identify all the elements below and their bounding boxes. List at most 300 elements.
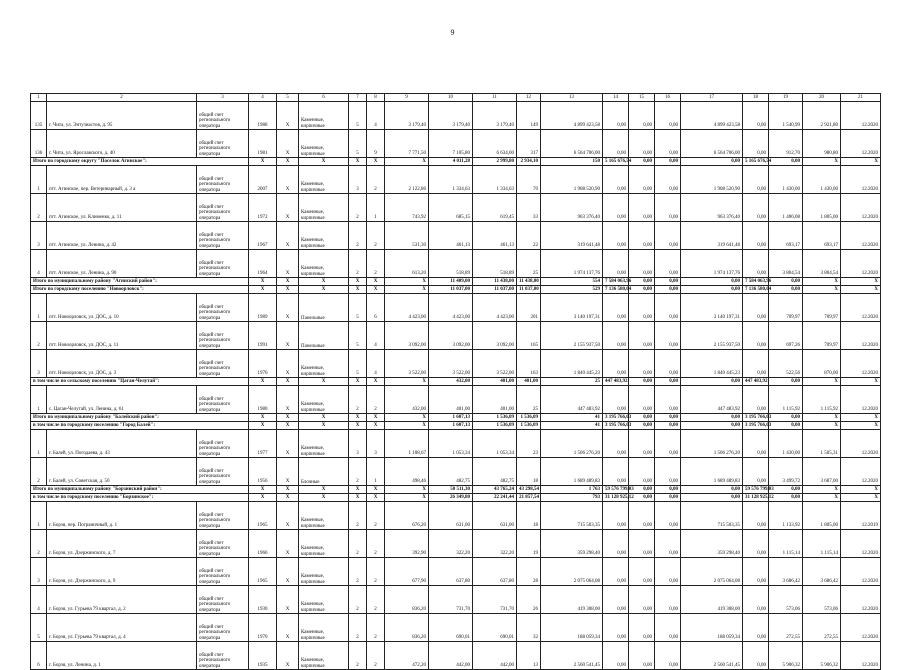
subtotal-cell: 401,00 [517,378,541,386]
table-cell: 3 522,00 [385,350,429,378]
table-row [31,386,881,414]
subtotal-cell: 432,00 [429,378,473,386]
column-number-cell: 3 [197,94,249,102]
subtotal-cell: 0,00 [629,378,655,386]
subtotal-cell: 11 037,00 [517,286,541,294]
column-number-cell: 17 [681,94,743,102]
subtotal-cell: X [277,422,299,430]
table-cell: 2 [349,250,367,278]
table-cell: общий счет регионального оператора [197,222,249,250]
table-cell: 23 [517,430,541,458]
table-row [31,586,881,614]
table-row [31,166,881,194]
subtotal-cell: 447 483,92 [743,378,769,386]
subtotal-cell: 0,00 [629,158,655,166]
table-cell: общий счет регионального оператора [197,502,249,530]
table-cell: 3 686,42 [769,558,803,586]
table-cell: Каменные, кирпичные [299,102,349,130]
column-number-cell: 14 [603,94,629,102]
table-row [31,130,881,158]
table-cell: 2 [349,530,367,558]
table-row [31,530,881,558]
subtotal-cell: X [299,414,349,422]
table-cell: 0,00 [629,294,655,322]
table-cell: 461,13 [473,222,517,250]
table-cell: 1 115,92 [803,386,841,414]
subtotal-cell: 31 128 925,12 [603,494,629,502]
table-cell: 1965 [249,502,277,530]
subtotal-cell: 0,00 [629,494,655,502]
table-cell: 0,00 [655,386,681,414]
table-cell: 0,00 [603,430,629,458]
table-cell: 0,00 [743,322,769,350]
table-cell: 1 108,67 [385,430,429,458]
table-cell: 0,00 [629,558,655,586]
table-cell: 3 804,54 [803,250,841,278]
table-cell: 319 641,48 [681,222,743,250]
subtotal-cell: X [249,486,277,494]
table-cell: 3 687,00 [803,458,841,486]
table-cell: 0,00 [655,102,681,130]
table-cell: 12.2020 [841,166,881,194]
table-cell: 2 [31,322,47,350]
table-cell: 2 [349,222,367,250]
table-cell: общий счет регионального оператора [197,586,249,614]
subtotal-cell: X [277,494,299,502]
table-cell: 0,00 [743,558,769,586]
table-cell: Каменные, кирпичные [299,586,349,614]
table-cell: 18 [517,502,541,530]
subtotal-cell: 7 136 580,04 [603,286,629,294]
table-cell: 1 [31,386,47,414]
subtotal-cell: 0,00 [655,486,681,494]
subtotal-cell: 0,00 [769,422,803,430]
table-row [31,294,881,322]
table-cell: 715 503,35 [541,502,603,530]
table-cell: с. Цаган-Челутай, ул. Ленина, д. 61 [47,386,197,414]
subtotal-cell: 11 438,00 [517,278,541,286]
table-cell: 1935 [249,642,277,670]
subtotal-cell: X [385,494,429,502]
table-cell: 2 921,80 [803,102,841,130]
table-cell: 1 133,92 [769,502,803,530]
table-cell: 419 308,00 [681,586,743,614]
table-cell: 12.2020 [841,614,881,642]
table-cell: 4 423,00 [385,294,429,322]
table-cell: 165 [517,322,541,350]
table-cell: 1964 [249,250,277,278]
subtotal-cell: 11 438,00 [473,278,517,286]
table-cell: 2 [367,502,385,530]
table-cell: 518,89 [473,250,517,278]
table-cell: 0,00 [603,614,629,642]
subtotal-cell: 447 483,92 [603,378,629,386]
table-cell: X [277,130,299,158]
table-cell: 1 115,14 [769,530,803,558]
subtotal-row [31,422,881,430]
table-cell: 0,00 [629,458,655,486]
subtotal-cell: 4 011,28 [429,158,473,166]
table-cell: 2 075 064,08 [541,558,603,586]
table-cell: 693,17 [803,222,841,250]
table-cell: 12.2020 [841,250,881,278]
table-cell: X [277,386,299,414]
table-cell: 0,00 [743,458,769,486]
table-cell: 1 840 445,23 [681,350,743,378]
table-cell: г. Борзя, ул. Дзержинского, д. 9 [47,558,197,586]
table-cell: общий счет регионального оператора [197,458,249,486]
subtotal-cell: 0,00 [629,286,655,294]
table-cell: 12.2020 [841,102,881,130]
table-cell: 2 [31,530,47,558]
table-cell: 2 [367,586,385,614]
subtotal-cell: 5 165 676,54 [743,158,769,166]
table-cell: 1 [367,194,385,222]
subtotal-cell: X [249,278,277,286]
table-cell: 25 [517,250,541,278]
table-cell: 690,01 [473,614,517,642]
table-cell: 3 [367,430,385,458]
table-cell: 18 [517,458,541,486]
register-table [30,93,881,670]
table-cell: X [277,458,299,486]
table-cell: X [277,166,299,194]
subtotal-cell: 2 999,80 [473,158,517,166]
table-cell: 0,00 [629,166,655,194]
table-cell: общий счет регионального оператора [197,130,249,158]
subtotal-cell: 1 536,09 [517,422,541,430]
subtotal-row [31,286,881,294]
subtotal-cell: 1 607,13 [429,422,473,430]
table-cell: Каменные, кирпичные [299,502,349,530]
table-cell: 0,00 [629,386,655,414]
table-cell: общий счет регионального оператора [197,642,249,670]
subtotal-cell: 529 [541,286,603,294]
table-cell: 709,97 [769,294,803,322]
table-cell: 472,20 [385,642,429,670]
subtotal-cell: X [277,486,299,494]
table-row [31,502,881,530]
subtotal-cell: 59 576 799,03 [743,486,769,494]
table-cell: 3 092,00 [429,322,473,350]
subtotal-cell: X [249,286,277,294]
table-cell: 685,15 [429,194,473,222]
table-cell: 0,00 [603,194,629,222]
table-cell: пгт. Новоорловск, ул. ДОС, д. 10 [47,294,197,322]
table-cell: Каменные, кирпичные [299,350,349,378]
subtotal-cell: X [367,286,385,294]
subtotal-label: Итого по муниципальному району "Агинский район": [31,278,249,286]
table-cell: 482,75 [473,458,517,486]
table-cell: 2 [31,458,47,486]
subtotal-cell: X [349,494,367,502]
subtotal-cell: 31 128 925,12 [743,494,769,502]
table-cell: 135 [31,102,47,130]
table-cell: 6 564 706,00 [541,130,603,158]
column-number-cell: 11 [473,94,517,102]
table-cell: г. Борзя, ул. Ленина, д. 1 [47,642,197,670]
table-cell: 12.2020 [841,586,881,614]
table-cell: 573,06 [803,586,841,614]
table-cell: 715 503,35 [681,502,743,530]
table-cell: общий счет регионального оператора [197,614,249,642]
table-row [31,458,881,486]
subtotal-cell: X [385,414,429,422]
table-cell: Каменные, кирпичные [299,386,349,414]
subtotal-cell: 1 536,09 [517,414,541,422]
table-cell: 2 122,86 [385,166,429,194]
table-cell: 13 [517,642,541,670]
subtotal-cell: X [277,414,299,422]
table-cell: 637,80 [473,558,517,586]
table-cell: 0,00 [603,558,629,586]
table-cell: 1 908 520,90 [681,166,743,194]
table-cell: 3 140 197,31 [541,294,603,322]
table-cell: Каменные, кирпичные [299,558,349,586]
table-cell: 5 [349,102,367,130]
subtotal-cell: 0,00 [681,158,743,166]
table-cell: 0,00 [603,350,629,378]
subtotal-cell: 401,00 [473,378,517,386]
table-cell: 1 [31,294,47,322]
table-cell: 1989 [249,294,277,322]
table-cell: 0,00 [743,130,769,158]
table-cell: 0,00 [603,130,629,158]
table-cell: Блочные [299,458,349,486]
subtotal-cell: 1 763 [541,486,603,494]
subtotal-cell: 0,00 [655,414,681,422]
subtotal-cell: 0,00 [681,278,743,286]
table-cell: 188 059,34 [681,614,743,642]
table-cell: общий счет регионального оператора [197,102,249,130]
table-cell: пгт. Агинское, ул. Клименко, д. 11 [47,194,197,222]
subtotal-cell: 0,00 [655,422,681,430]
table-cell: 0,00 [655,642,681,670]
table-cell: 1 908 520,90 [541,166,603,194]
table-cell: 0,00 [603,642,629,670]
table-cell: 0,00 [629,130,655,158]
column-number-cell: 7 [349,94,367,102]
subtotal-label: Итого по муниципальному району "Борзинский район": [31,486,249,494]
table-cell: 1 334,63 [429,166,473,194]
table-cell: 482,75 [429,458,473,486]
subtotal-cell: X [299,422,349,430]
subtotal-cell: 0,00 [655,378,681,386]
table-cell: 1 974 137,76 [541,250,603,278]
table-cell: 33 [517,194,541,222]
table-cell: общий счет регионального оператора [197,350,249,378]
table-cell: 0,00 [743,194,769,222]
table-cell: 0,00 [655,222,681,250]
column-number-cell: 12 [517,94,541,102]
table-cell: 2 [367,250,385,278]
subtotal-cell: X [803,422,841,430]
subtotal-cell: 793 [541,494,603,502]
table-cell: 401,00 [473,386,517,414]
table-cell: 0,00 [603,586,629,614]
table-cell: 2 155 937,50 [681,322,743,350]
table-cell: 12.2020 [841,194,881,222]
table-cell: 963 376,40 [541,194,603,222]
table-cell: 4 [31,586,47,614]
table-cell: Каменные, кирпичные [299,194,349,222]
table-cell: 447 483,92 [541,386,603,414]
table-row [31,430,881,458]
subtotal-cell: X [841,278,881,286]
table-cell: X [277,530,299,558]
subtotal-cell: 7 584 063,96 [743,278,769,286]
table-row [31,642,881,670]
table-cell: 7 105,80 [429,130,473,158]
subtotal-cell: X [841,286,881,294]
table-cell: 2 [367,166,385,194]
subtotal-cell: X [803,486,841,494]
subtotal-cell: 7 584 063,96 [603,278,629,286]
table-cell: 2 [349,586,367,614]
subtotal-cell: X [349,158,367,166]
subtotal-cell: X [367,414,385,422]
table-cell: 12.2020 [841,558,881,586]
table-cell: 3 [31,350,47,378]
subtotal-cell: X [277,286,299,294]
table-cell: 4 [367,350,385,378]
table-cell: 392,90 [385,530,429,558]
subtotal-cell: X [349,414,367,422]
table-cell: 2 560 541,45 [681,642,743,670]
table-cell: 498,46 [385,458,429,486]
table-cell: 531,30 [385,222,429,250]
table-cell: 709,97 [803,322,841,350]
subtotal-row [31,494,881,502]
subtotal-cell: X [841,414,881,422]
table-cell: 963 376,40 [681,194,743,222]
table-cell: 4 [367,322,385,350]
subtotal-cell: 5 165 676,54 [603,158,629,166]
table-cell: общий счет регионального оператора [197,194,249,222]
subtotal-cell: 41 [541,422,603,430]
subtotal-cell: X [249,422,277,430]
table-cell: 12.2020 [841,222,881,250]
subtotal-row [31,486,881,494]
table-cell: 359 298,40 [541,530,603,558]
table-cell: 0,00 [743,586,769,614]
table-cell: 1991 [249,322,277,350]
table-cell: X [277,586,299,614]
table-cell: 419 308,00 [541,586,603,614]
subtotal-cell: 3 195 766,03 [743,422,769,430]
table-cell: 3 179,40 [473,102,517,130]
subtotal-cell: 0,00 [681,414,743,422]
subtotal-cell: 0,00 [681,486,743,494]
table-cell: X [277,350,299,378]
table-cell: 0,00 [603,458,629,486]
table-cell: 631,00 [473,502,517,530]
subtotal-cell: 3 195 766,03 [603,414,629,422]
table-cell: 690,01 [429,614,473,642]
subtotal-cell: 0,00 [681,286,743,294]
table-cell: 5 [349,350,367,378]
table-cell: 6 634,00 [473,130,517,158]
table-cell: 0,00 [655,250,681,278]
table-cell: 136 [31,130,47,158]
table-cell: 6 564 706,00 [681,130,743,158]
subtotal-cell: 0,00 [655,278,681,286]
table-cell: 743,92 [385,194,429,222]
table-cell: 0,00 [629,322,655,350]
table-cell: X [277,642,299,670]
subtotal-cell: X [803,378,841,386]
subtotal-cell: X [803,494,841,502]
subtotal-row [31,414,881,422]
table-cell: 1 [31,430,47,458]
table-cell: 693,17 [769,222,803,250]
table-cell: 0,00 [743,222,769,250]
subtotal-cell: 11 409,00 [429,278,473,286]
subtotal-cell: X [299,486,349,494]
subtotal-cell: 21 857,54 [517,494,541,502]
table-cell: 1965 [249,558,277,586]
table-cell: 0,00 [603,530,629,558]
table-cell: X [277,250,299,278]
table-cell: 1 115,14 [803,530,841,558]
column-number-cell: 4 [249,94,277,102]
table-cell: общий счет регионального оператора [197,558,249,586]
table-cell: 709,97 [803,294,841,322]
subtotal-cell: X [299,286,349,294]
table-cell: 0,00 [603,322,629,350]
subtotal-cell: 7 136 580,04 [743,286,769,294]
table-cell: 2 [349,614,367,642]
table-cell: 12.2020 [841,530,881,558]
table-cell: 4 423,00 [429,294,473,322]
table-cell: 432,00 [385,386,429,414]
table-cell: 1981 [249,130,277,158]
table-cell: 3 804,54 [769,250,803,278]
table-cell: 1966 [249,530,277,558]
column-number-cell: 20 [803,94,841,102]
table-cell: X [277,614,299,642]
table-cell: 2 [349,194,367,222]
table-cell: 26 [517,586,541,614]
subtotal-label: в том числе по сельскому поселению "Цаган-Челутай": [31,378,249,386]
table-cell: 1970 [249,614,277,642]
subtotal-cell: 0,00 [769,158,803,166]
table-cell: X [277,558,299,586]
table-cell: г. Борзя, пер. Пограничный, д. 1 [47,502,197,530]
table-cell: 442,00 [473,642,517,670]
table-cell: 3 [31,558,47,586]
table-cell: 7 771,50 [385,130,429,158]
table-cell: 12.2020 [841,294,881,322]
table-cell: 0,00 [603,502,629,530]
page-number: 9 [450,28,455,37]
subtotal-cell: 59 576 799,03 [603,486,629,494]
subtotal-cell: X [385,486,429,494]
subtotal-cell: 50 511,30 [429,486,473,494]
subtotal-cell: X [841,422,881,430]
subtotal-cell: 0,00 [681,494,743,502]
subtotal-cell: 22 241,44 [473,494,517,502]
table-cell: 0,00 [743,430,769,458]
table-cell: 0,00 [743,614,769,642]
table-cell: 1 840 445,23 [541,350,603,378]
subtotal-cell: X [277,378,299,386]
table-cell: 3 179,40 [385,102,429,130]
subtotal-cell: 0,00 [769,414,803,422]
table-cell: г. Борзя, ул. Гурьева 79 квартал, д. 2 [47,586,197,614]
subtotal-cell: 0,00 [769,378,803,386]
table-cell: 0,00 [603,222,629,250]
